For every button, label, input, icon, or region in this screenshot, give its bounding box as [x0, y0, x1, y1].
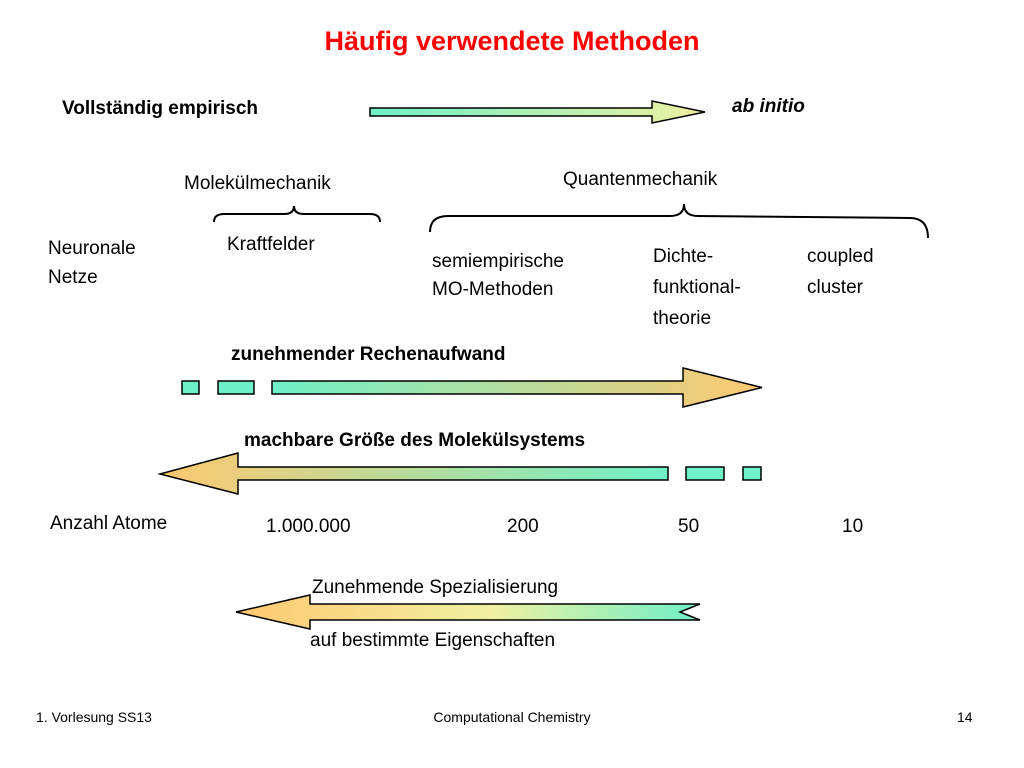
- footer-page-number: 14: [957, 709, 973, 725]
- neural-networks-label: [48, 234, 136, 292]
- atom-count-value: 50: [678, 516, 700, 537]
- footer-course: Computational Chemistry: [433, 709, 591, 725]
- semiempirical-line-1: semiempirische: [432, 251, 564, 272]
- atom-count-value: 200: [507, 516, 539, 537]
- semiempirical-label: [432, 248, 564, 304]
- dft-line-3: theorie: [653, 308, 712, 329]
- cost-dash-1: [182, 381, 199, 394]
- molecular-mechanics-label: Molekülmechanik: [184, 173, 331, 194]
- system-size-label: machbare Größe des Molekülsystems: [244, 430, 586, 451]
- cost-dash-2: [218, 381, 254, 394]
- quantum-mechanics-label: Quantenmechanik: [563, 169, 718, 190]
- atom-count-value: 10: [842, 516, 864, 537]
- computing-cost-arrow: [272, 368, 762, 407]
- neural-networks-line-1: Neuronale: [48, 238, 136, 259]
- coupled-cluster-line-1: coupled: [807, 246, 874, 267]
- atom-count-value: 1.000.000: [266, 516, 351, 537]
- specialization-line-2: auf bestimmte Eigenschaften: [310, 630, 556, 651]
- coupled-cluster-line-2: cluster: [807, 277, 863, 298]
- molecular-mechanics-brace: [214, 206, 380, 222]
- slide-title: Häufig verwendete Methoden: [324, 26, 700, 56]
- footer-lecture: 1. Vorlesung SS13: [36, 709, 152, 725]
- computing-cost-label: zunehmender Rechenaufwand: [231, 344, 506, 365]
- system-size-arrow: [160, 453, 668, 494]
- dft-line-1: Dichte-: [653, 246, 714, 267]
- ab-initio-label: ab initio: [732, 96, 805, 117]
- semiempirical-line-2: MO-Methoden: [432, 279, 554, 300]
- coupled-cluster-label: [807, 241, 874, 303]
- neural-networks-line-2: Netze: [48, 267, 98, 288]
- atom-count-label: Anzahl Atome: [50, 513, 168, 534]
- empirical-to-abinitio-arrow: [370, 101, 705, 123]
- dft-label: [653, 241, 741, 334]
- size-dash-1: [686, 467, 724, 480]
- quantum-mechanics-brace: [430, 204, 928, 238]
- specialization-line-1: Zunehmende Spezialisierung: [312, 577, 559, 598]
- force-fields-label: Kraftfelder: [227, 234, 315, 255]
- size-dash-2: [743, 467, 761, 480]
- empirical-label: Vollständig empirisch: [62, 98, 259, 119]
- dft-line-2: funktional-: [653, 277, 741, 298]
- specialization-arrow: [236, 595, 700, 629]
